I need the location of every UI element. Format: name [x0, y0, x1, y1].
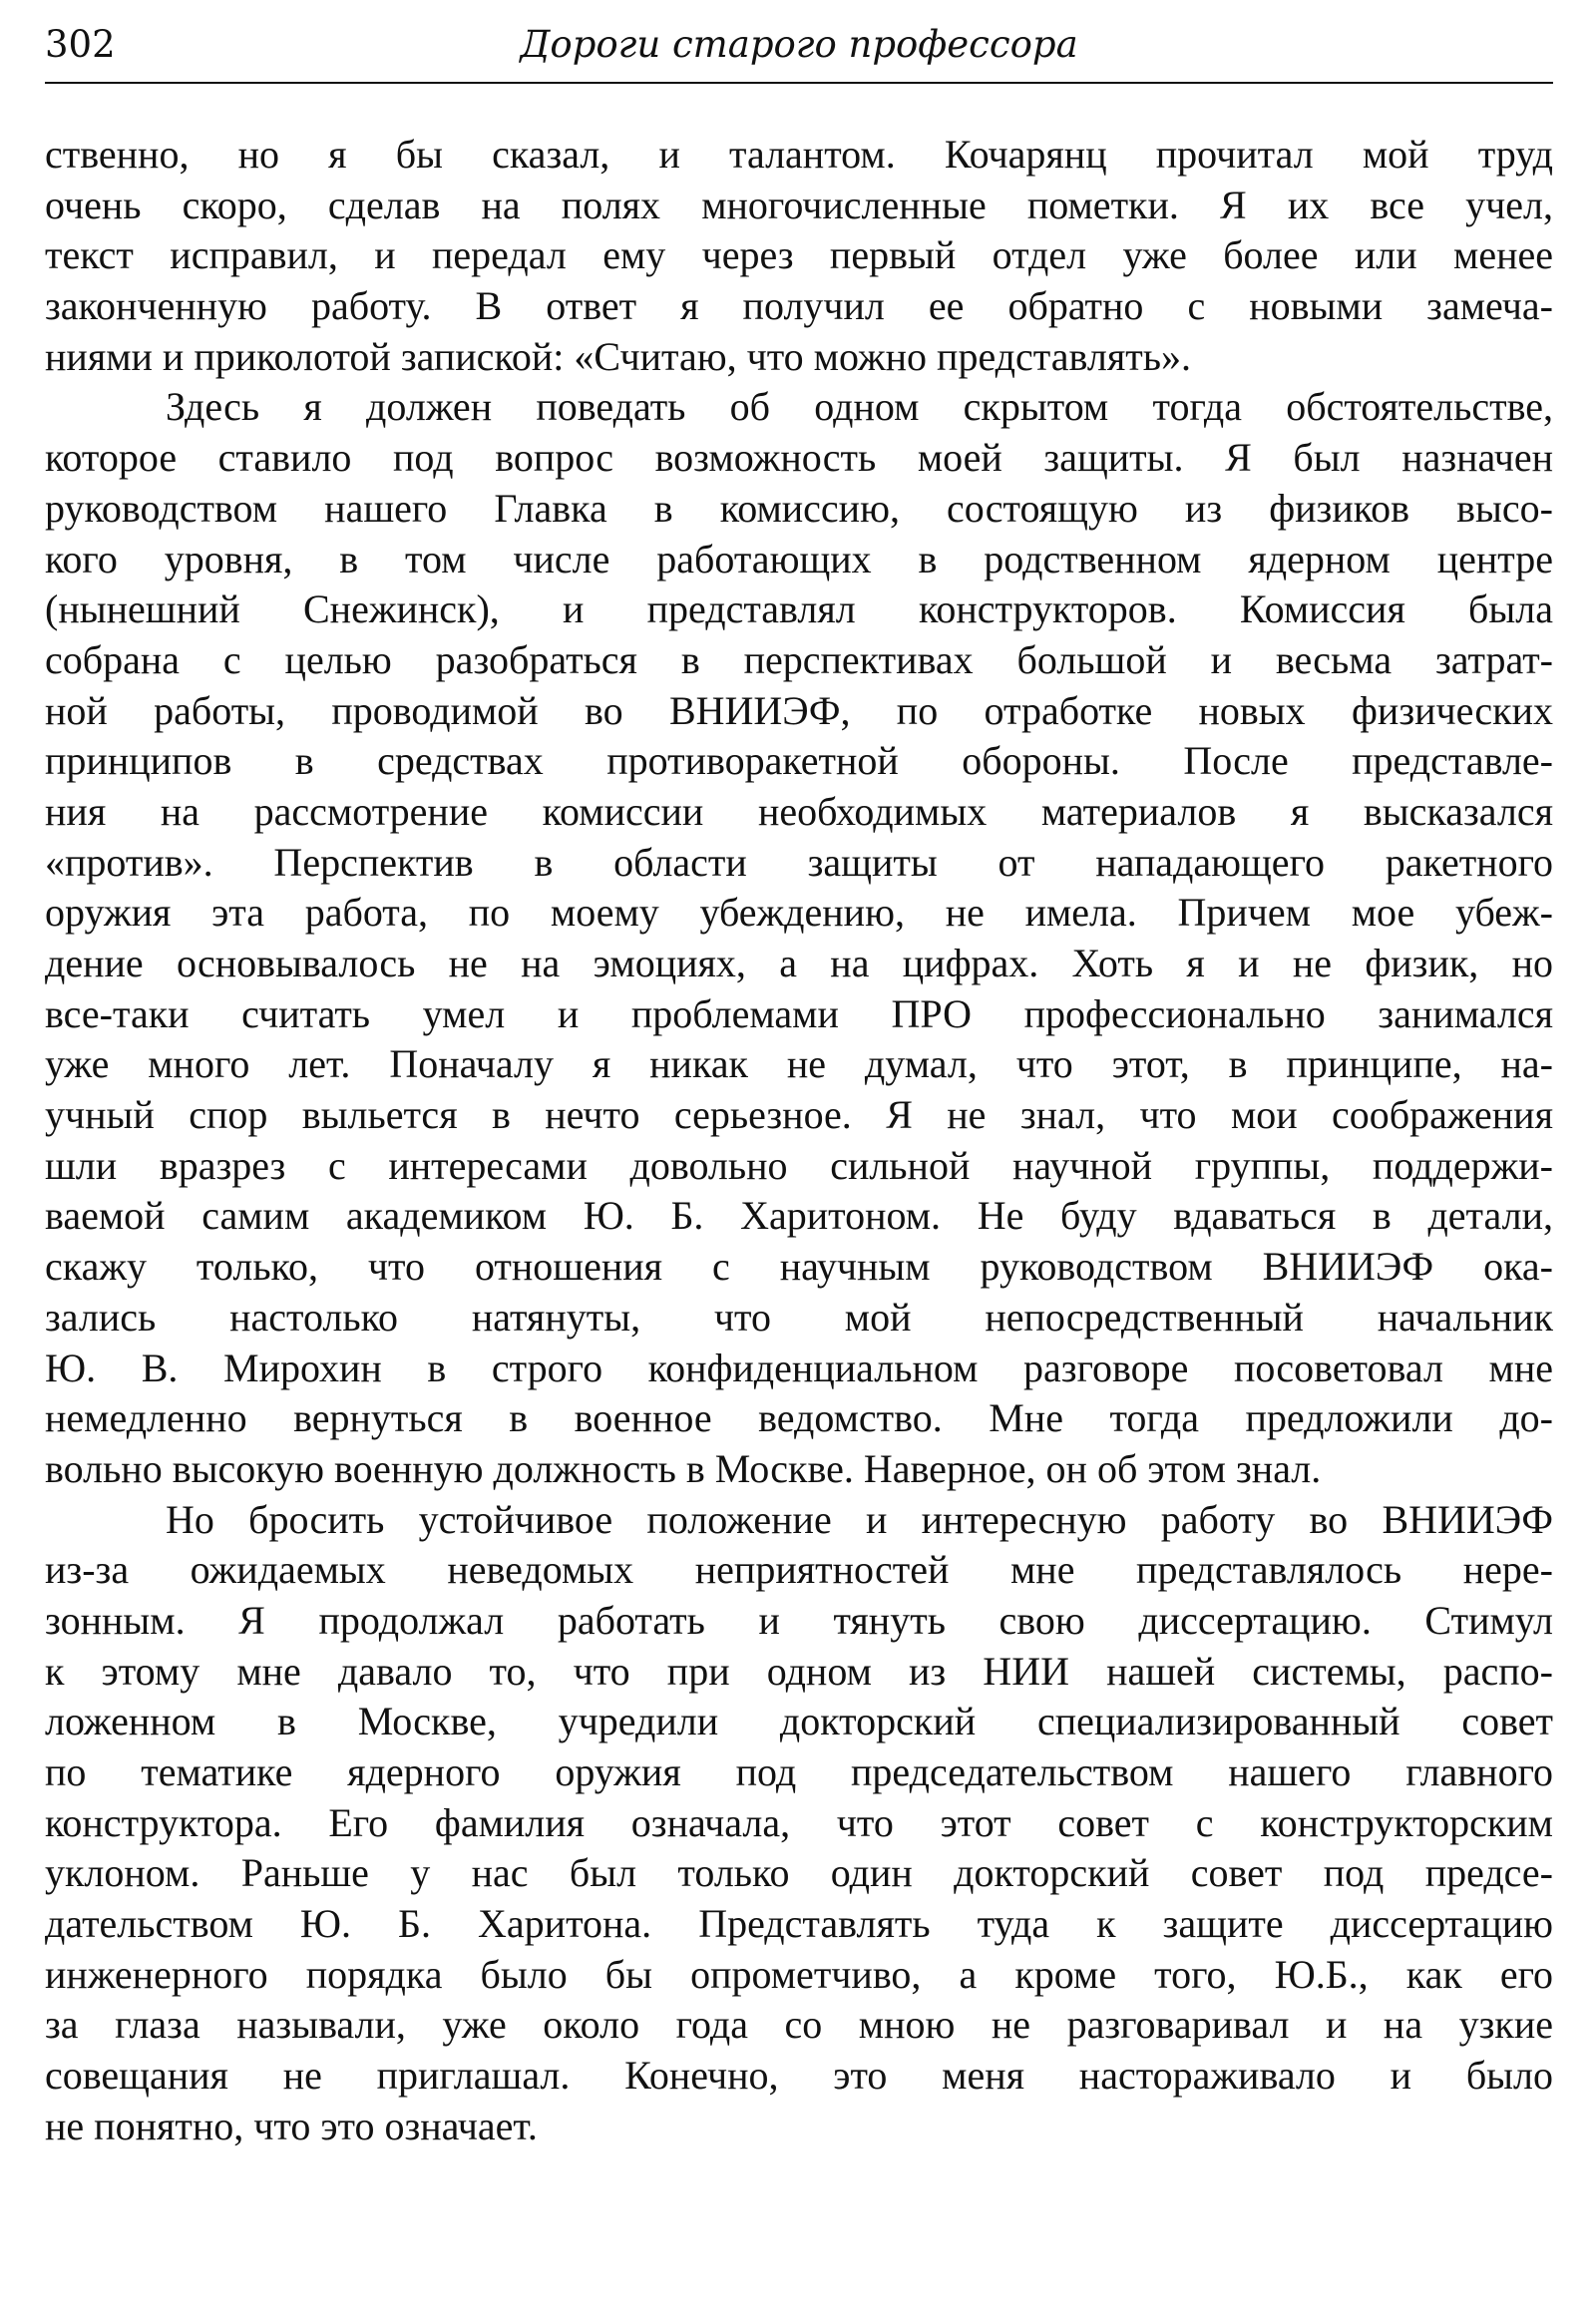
paragraph-first-line: Здесь я должен поведать об одном скрытом тогда обстоятельстве,: [166, 384, 1553, 430]
text-line: Ю. В. Мирохин в строго конфиденциальном разговоре посоветовал мне: [45, 1345, 1553, 1390]
text-line: собрана с целью разобраться в перспективах большой и весьма затрат-: [45, 636, 1553, 682]
book-title: Дороги старого профессора: [520, 23, 1078, 66]
text-line: «против». Перспектив в области защиты от нападающего ракетного: [45, 839, 1553, 885]
text-line: из-за ожидаемых неведомых неприятностей мне представлялось нере-: [45, 1547, 1553, 1593]
text-line: скажу только, что отношения с научным руководством ВНИИЭФ ока-: [45, 1244, 1553, 1290]
text-line: инженерного порядка было бы опрометчиво, а кроме того, Ю.Б., как его: [45, 1951, 1553, 1997]
text-line: ваемой самим академиком Ю. Б. Харитоном. Не буду вдаваться в детали,: [45, 1193, 1553, 1239]
text-line: (нынешний Снежинск), и представлял конструкторов. Комиссия была: [45, 586, 1553, 632]
text-line: по тематике ядерного оружия под председательством нашего главного: [45, 1749, 1553, 1794]
paragraph-first-line: Но бросить устойчивое положение и интересную работу во ВНИИЭФ: [166, 1496, 1553, 1542]
text-line: ложенном в Москве, учредили докторский специализированный совет: [45, 1699, 1553, 1744]
text-line: текст исправил, и передал ему через первый отдел уже более или менее: [45, 232, 1553, 278]
text-line: зались настолько натянуты, что мой непосредственный начальник: [45, 1294, 1553, 1340]
page-number: 302: [45, 23, 116, 66]
paragraph-end-line: вольно высокую военную должность в Москве. Наверное, он об этом знал.: [45, 1445, 1322, 1491]
text-line: дательством Ю. Б. Харитона. Представлять туда к защите диссертацию: [45, 1901, 1553, 1947]
text-line: шли вразрез с интересами довольно сильной научной группы, поддержи-: [45, 1142, 1553, 1188]
text-line: которое ставило под вопрос возможность моей защиты. Я был назначен: [45, 435, 1553, 481]
text-line: очень скоро, сделав на полях многочисленные пометки. Я их все учел,: [45, 182, 1553, 227]
paragraph-end-line: ниями и приколотой запиской: «Считаю, что можно представлять».: [45, 333, 1191, 379]
text-line: зонным. Я продолжал работать и тянуть свою диссертацию. Стимул: [45, 1597, 1553, 1643]
text-line: законченную работу. В ответ я получил ее обратно с новыми замеча-: [45, 283, 1553, 329]
running-head: [45, 23, 1553, 84]
text-line: дение основывалось не на эмоциях, а на цифрах. Хоть я и не физик, но: [45, 941, 1553, 985]
text-line: оружия эта работа, по моему убеждению, не имела. Причем мое убеж-: [45, 890, 1553, 936]
text-line: кого уровня, в том числе работающих в родственном ядерном центре: [45, 536, 1553, 581]
text-line: немедленно вернуться в военное ведомство. Мне тогда предложили до-: [45, 1395, 1553, 1441]
text-line: к этому мне давало то, что при одном из НИИ нашей системы, распо-: [45, 1648, 1553, 1694]
paragraph-end-line: не понятно, что это означает.: [45, 2103, 538, 2148]
text-line: конструктора. Его фамилия означала, что этот совет с конструкторским: [45, 1799, 1553, 1845]
text-line: принципов в средствах противоракетной обороны. После представле-: [45, 738, 1553, 784]
text-line: ния на рассмотрение комиссии необходимых материалов я высказался: [45, 788, 1553, 834]
text-line: уже много лет. Поначалу я никак не думал, что этот, в принципе, на-: [45, 1041, 1553, 1087]
body-text: [45, 130, 1553, 2152]
text-line: ной работы, проводимой во ВНИИЭФ, по отработке новых физических: [45, 687, 1553, 733]
text-line: ственно, но я бы сказал, и талантом. Кочарянц прочитал мой труд: [45, 132, 1553, 177]
text-line: руководством нашего Главка в комиссию, состоящую из физиков высо-: [45, 485, 1553, 531]
text-line: уклоном. Раньше у нас был только один докторский совет под предсе-: [45, 1850, 1553, 1896]
text-line: за глаза называли, уже около года со мною не разговаривал и на узкие: [45, 2002, 1553, 2048]
text-line: учный спор выльется в нечто серьезное. Я не знал, что мои соображения: [45, 1092, 1553, 1138]
text-line: совещания не приглашал. Конечно, это меня настораживало и было: [45, 2053, 1553, 2099]
book-page: [45, 23, 1553, 2152]
text-line: все-таки считать умел и проблемами ПРО профессионально занимался: [45, 990, 1553, 1036]
